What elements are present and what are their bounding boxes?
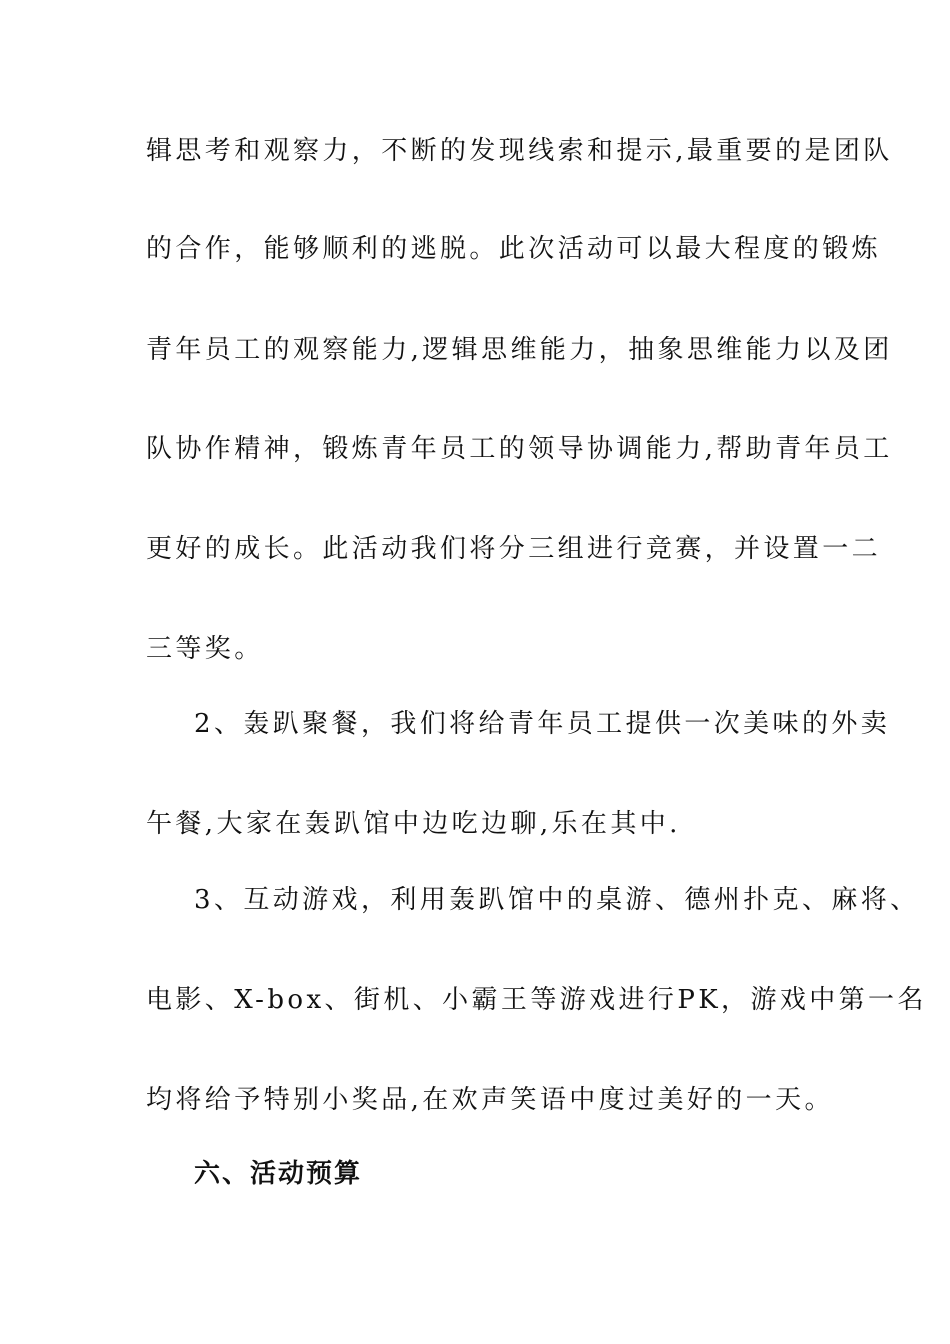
paragraph-line: 电影、X-box、街机、小霸王等游戏进行PK，游戏中第一名 <box>146 985 927 1015</box>
paragraph-line: 午餐,大家在轰趴馆中边吃边聊,乐在其中. <box>146 809 681 839</box>
paragraph-line: 三等奖。 <box>146 634 264 664</box>
paragraph-line: 的合作，能够顺利的逃脱。此次活动可以最大程度的锻炼 <box>146 234 882 264</box>
list-item-3: 3、互动游戏，利用轰趴馆中的桌游、德州扑克、麻将、 <box>194 885 920 915</box>
paragraph-line: 队协作精神，锻炼青年员工的领导协调能力,帮助青年员工 <box>146 434 893 464</box>
paragraph-line: 青年员工的观察能力,逻辑思维能力，抽象思维能力以及团 <box>146 335 893 365</box>
paragraph-line: 辑思考和观察力，不断的发现线索和提示,最重要的是团队 <box>146 136 893 166</box>
section-heading: 六、活动预算 <box>194 1159 363 1189</box>
list-item-2: 2、轰趴聚餐，我们将给青年员工提供一次美味的外卖 <box>194 709 891 739</box>
paragraph-line: 更好的成长。此活动我们将分三组进行竞赛，并设置一二 <box>146 534 882 564</box>
paragraph-line: 均将给予特别小奖品,在欢声笑语中度过美好的一天。 <box>146 1085 834 1115</box>
